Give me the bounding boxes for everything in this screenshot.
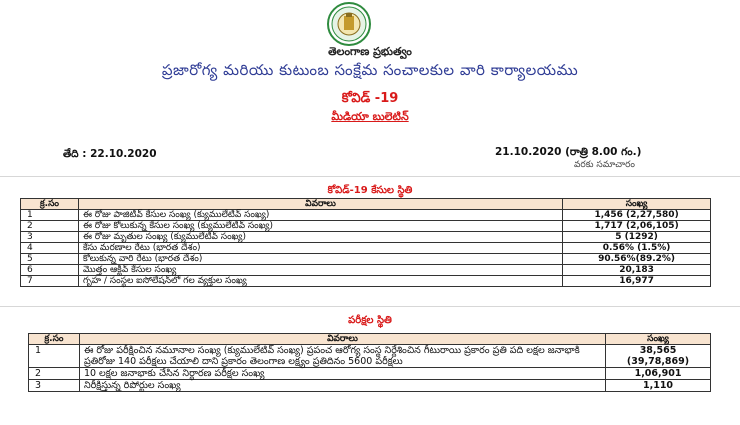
telangana-emblem-logo: [320, 2, 378, 46]
covid-cases-table: [20, 198, 711, 287]
data-as-of-note: వరకు సమాచారం: [574, 160, 635, 170]
row-value: 0.56% (1.5%): [563, 243, 711, 254]
table-row: [21, 254, 711, 265]
row-value: 1,06,901: [606, 368, 711, 380]
column-header-sno: క్ర.సం: [21, 199, 79, 210]
row-value: 90.56%(89.2%): [563, 254, 711, 265]
row-description: ఈ రోజు మృతుల సంఖ్య (క్యుములేటివ్ సంఖ్య): [78, 232, 562, 243]
row-description: ఈ రోజు పరీక్షించిన నమూనాల సంఖ్య (క్యుములేటివ్ సంఖ్య) ప్రపంచ ఆరోగ్య సంస్థ నిర్దేశించిన గీటురాయి ప్రకారం ప్రతి పది లక్షల జనాభాకి ప్రతిరోజు 140 పరీక్షలు చేయాలి దాని ప్రకారం తెలంగాణ లక్ష్యం ప్రతిదినం 5600 పరీక్షలు: [79, 345, 605, 368]
row-value: 1,717 (2,06,105): [563, 221, 711, 232]
table-row: [21, 276, 711, 287]
row-value: 16,977: [563, 276, 711, 287]
data-as-of-date: 21.10.2020 (రాత్రి 8.00 గం.): [495, 146, 642, 158]
row-sno: 7: [21, 276, 79, 287]
row-sno: 6: [21, 265, 79, 276]
tests-status-title: పరీక్షల స్థితి: [348, 315, 392, 326]
row-value: 5 (1292): [563, 232, 711, 243]
table-header-row: [29, 334, 711, 345]
column-header-count: సంఖ్య: [606, 334, 711, 345]
row-sno: 5: [21, 254, 79, 265]
bulletin-date: తేది : 22.10.2020: [63, 148, 157, 160]
row-description: నిరీక్షిస్తున్న రిపోర్టుల సంఖ్య: [79, 380, 605, 392]
row-value: 1,456 (2,27,580): [563, 210, 711, 221]
row-sno: 1: [29, 345, 80, 368]
table-row: [29, 380, 711, 392]
cases-status-title: కోవిడ్-19 కేసుల స్థితి: [327, 185, 413, 196]
row-description: గృహ / సంస్థల ఐసోలేషన్‌లో గల వ్యక్తుల సంఖ్య: [78, 276, 562, 287]
table-header-row: [21, 199, 711, 210]
table-row: [29, 345, 711, 368]
govt-title: తెలంగాణ ప్రభుత్వం: [328, 45, 412, 58]
row-sno: 2: [29, 368, 80, 380]
divider: [0, 306, 740, 307]
table-row: [29, 368, 711, 380]
column-header-sno: క్ర.సం: [29, 334, 80, 345]
column-header-count: సంఖ్య: [563, 199, 711, 210]
row-sno: 2: [21, 221, 79, 232]
row-sno: 3: [29, 380, 80, 392]
row-value: [606, 345, 711, 368]
department-title: ప్రజారోగ్య మరియు కుటుంబ సంక్షేమ సంచాలకుల వారి కార్యాలయము: [161, 61, 579, 79]
row-description: ఈ రోజు పాజిటివ్ కేసుల సంఖ్య (క్యుములేటివ్ సంఖ్య): [78, 210, 562, 221]
table-row: [21, 243, 711, 254]
media-bulletin-title: మీడియా బులెటిన్: [331, 110, 409, 123]
row-sno: 3: [21, 232, 79, 243]
row-description: కేసు మరణాల రేటు (భారత దేశం): [78, 243, 562, 254]
covid-tests-table: [28, 333, 711, 392]
row-value-cumulative: (39,78,869): [626, 356, 690, 367]
table-row: [21, 232, 711, 243]
table-row: [21, 221, 711, 232]
column-header-details: వివరాలు: [79, 334, 605, 345]
row-description: ఈ రోజు కోలుకున్న కేసుల సంఖ్య (క్యుములేటివ్ సంఖ్య): [78, 221, 562, 232]
row-description: 10 లక్షల జనాభాకు చేసిన నిర్ధారణ పరీక్షల సంఖ్య: [79, 368, 605, 380]
row-description: కోలుకున్న వారి రేటు (భారత దేశం): [78, 254, 562, 265]
row-value: 1,110: [606, 380, 711, 392]
row-value: 20,183: [563, 265, 711, 276]
row-description: మొత్తం ఆక్టివ్ కేసుల సంఖ్య: [78, 265, 562, 276]
row-sno: 4: [21, 243, 79, 254]
table-row: [21, 265, 711, 276]
divider: [0, 176, 740, 177]
table-row: [21, 210, 711, 221]
row-value-daily: 38,565: [639, 345, 677, 356]
column-header-details: వివరాలు: [78, 199, 562, 210]
covid-title: కోవిడ్ -19: [341, 91, 399, 106]
row-sno: 1: [21, 210, 79, 221]
